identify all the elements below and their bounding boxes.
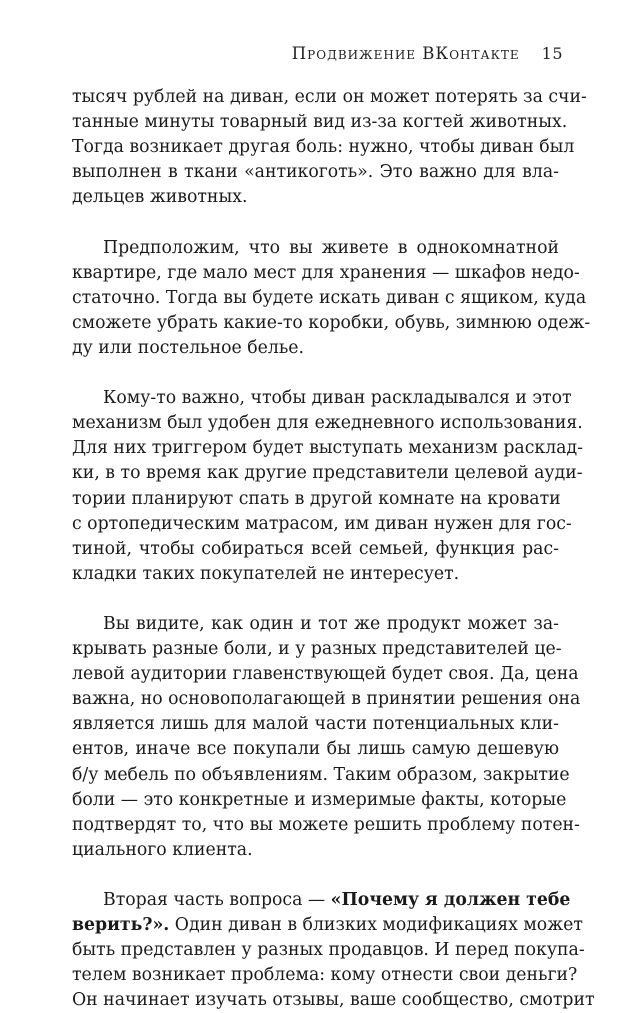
- text-line: [72, 888, 571, 913]
- text-line: дельцев животных.: [72, 187, 248, 208]
- paragraph: [72, 386, 583, 587]
- text-line: циального клиента.: [72, 839, 253, 860]
- paragraph: [72, 236, 591, 361]
- text-line: выполнен в ткани «антикоготь». Это важно для вла-: [72, 162, 559, 183]
- text-line: быть представлен у разных продавцов. И перед покупа-: [72, 940, 585, 961]
- paragraph: [72, 85, 587, 210]
- text-line: танные минуты товарный вид из-за когтей животных.: [72, 112, 568, 133]
- text-line: ентов, иначе все покупали бы лишь самую дешевую: [72, 739, 559, 760]
- bold-text: «Почему я должен тебе: [330, 890, 571, 910]
- text-line: Для них триггером будет выступать механизм расклад-: [72, 438, 583, 459]
- text-line: б/у мебель по объявлениям. Таким образом, закрытие: [72, 764, 570, 785]
- text-line: статочно. Тогда вы будете искать диван с ящиком, куда: [72, 287, 587, 308]
- text-line: с ортопедическим матрасом, им диван нужен для гос-: [72, 513, 572, 534]
- text-line: механизм был удобен для ежедневного использования.: [72, 413, 583, 434]
- paragraph: [72, 888, 595, 1013]
- text-line: тысяч рублей на диван, если он может потерять за счи-: [72, 87, 587, 107]
- text-line: ду или постельное белье.: [72, 337, 304, 358]
- text-line: кладки таких покупателей не интересует.: [72, 563, 460, 584]
- text-line: Тогда возникает другая боль: нужно, чтобы диван был: [72, 137, 575, 158]
- text-line: Предположим, что вы живете в однокомнатной: [103, 237, 559, 258]
- running-header-title: Продвижение ВКонтакте: [291, 44, 520, 63]
- running-header: [292, 44, 563, 63]
- text-run: Один диван в близких модификациях может: [169, 915, 583, 936]
- text-line: важна, но основополагающей в принятии решения она: [72, 689, 581, 710]
- text-line: крывать разные боли, и у разных представителей це-: [72, 639, 562, 660]
- text-line: тории планируют спать в другой комнате на кровати: [72, 488, 561, 509]
- text-line: является лишь для малой части потенциальных кли-: [72, 714, 559, 735]
- page-number: 15: [541, 44, 563, 63]
- body-text: [72, 85, 595, 1013]
- text-line: сможете убрать какие-то коробки, обувь, зимнюю одеж-: [72, 312, 591, 333]
- text-run: Вторая часть вопроса —: [103, 890, 331, 910]
- paragraph: [72, 612, 581, 863]
- bold-text: верить?».: [72, 915, 170, 936]
- text-line: Вы видите, как один и тот же продукт может за-: [103, 613, 559, 634]
- text-line: тиной, чтобы собираться всей семьей, функция рас-: [72, 538, 559, 559]
- text-line: [72, 913, 583, 938]
- text-line: Кому-то важно, чтобы диван раскладывался и этот: [103, 388, 572, 409]
- text-line: боли — это конкретные и измеримые факты, которые: [72, 789, 567, 810]
- text-line: квартире, где мало мест для хранения — шкафов недо-: [72, 262, 580, 283]
- text-line: Он начинает изучать отзывы, ваше сообщество, смотрит: [72, 990, 595, 1011]
- text-line: левой аудитории главенствующей будет своя. Да, цена: [72, 664, 579, 685]
- text-line: ки, в то время как другие представители целевой ауди-: [72, 463, 583, 484]
- text-line: телем возникает проблема: кому отнести свои деньги?: [72, 965, 578, 986]
- text-line: подтвердят то, что вы можете решить проблему потен-: [72, 814, 580, 835]
